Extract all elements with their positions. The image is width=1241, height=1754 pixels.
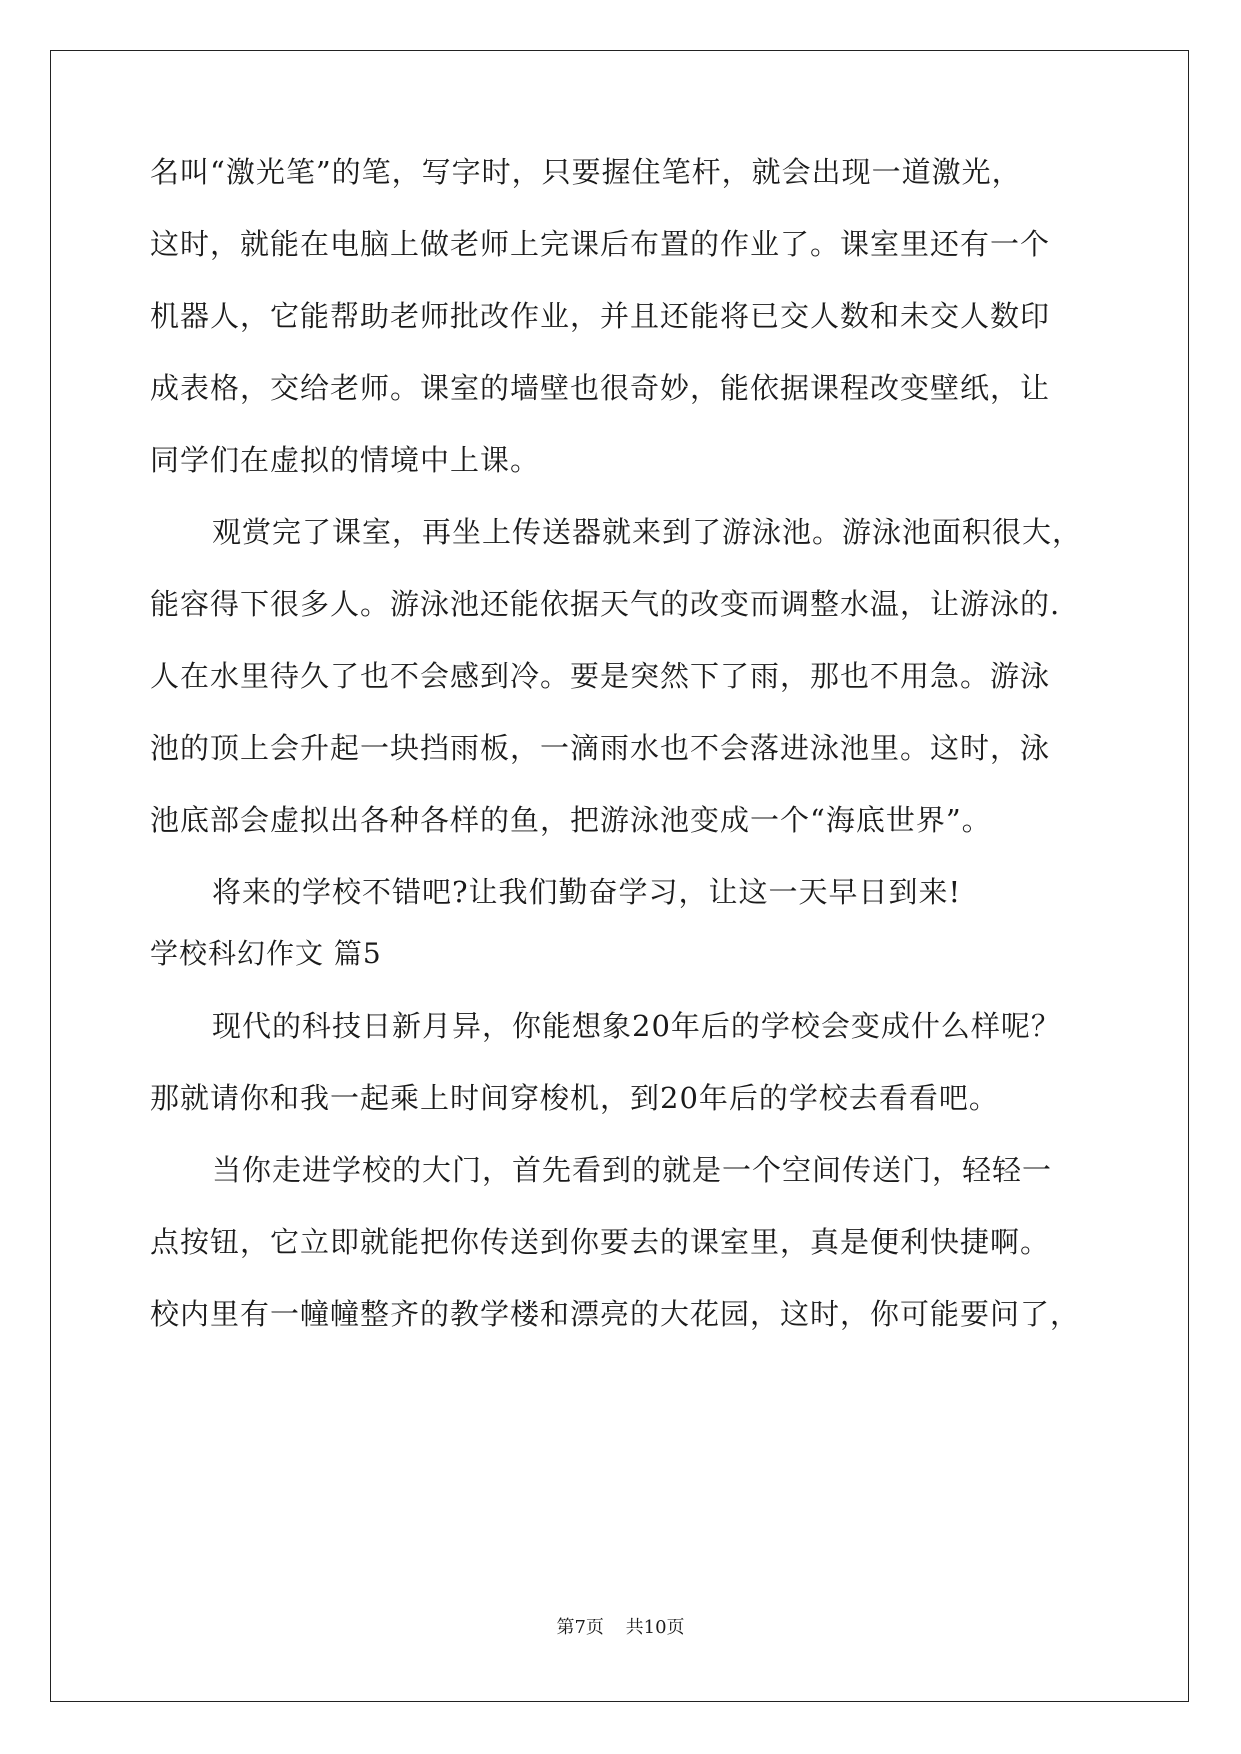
- paragraph-line: 池的顶上会升起一块挡雨板，一滴雨水也不会落进泳池里。这时，泳: [150, 731, 1051, 765]
- paragraph-line: 当你走进学校的大门，首先看到的就是一个空间传送门，轻轻一: [212, 1153, 1053, 1187]
- paragraph-line: 人在水里待久了也不会感到冷。要是突然下了雨，那也不用急。游泳: [150, 659, 1051, 693]
- paragraph-line: 池底部会虚拟出各种各样的鱼，把游泳池变成一个“海底世界”。: [150, 803, 992, 837]
- paragraph-line: 成表格，交给老师。课室的墙壁也很奇妙，能依据课程改变壁纸，让: [150, 371, 1051, 405]
- paragraph-line: 观赏完了课室，再坐上传送器就来到了游泳池。游泳池面积很大，: [212, 515, 1083, 549]
- page-number: 第7页: [556, 1617, 604, 1638]
- paragraph-line: 点按钮，它立即就能把你传送到你要去的课室里，真是便利快捷啊。: [150, 1225, 1051, 1259]
- paragraph-line: 现代的科技日新月异，你能想象20年后的学校会变成什么样呢？: [212, 1009, 1061, 1043]
- page-total: 共10页: [625, 1617, 685, 1638]
- paragraph-line: 同学们在虚拟的情境中上课。: [150, 443, 541, 477]
- paragraph-line: 那就请你和我一起乘上时间穿梭机，到20年后的学校去看看吧。: [150, 1081, 999, 1115]
- section-heading: 学校科幻作文 篇5: [150, 937, 382, 970]
- paragraph-line: 能容得下很多人。游泳池还能依据天气的改变而调整水温，让游泳的.: [150, 587, 1061, 621]
- paragraph-line: 将来的学校不错吧?让我们勤奋学习，让这一天早日到来!: [212, 875, 962, 909]
- page-footer: [0, 1616, 1241, 1640]
- paragraph-line: 这时，就能在电脑上做老师上完课后布置的作业了。课室里还有一个: [150, 227, 1051, 261]
- paragraph-line: 机器人，它能帮助老师批改作业，并且还能将已交人数和未交人数印: [150, 299, 1051, 333]
- paragraph-line: 校内里有一幢幢整齐的教学楼和漂亮的大花园，这时，你可能要问了，: [150, 1297, 1081, 1331]
- paragraph-line: 名叫“激光笔”的笔，写字时，只要握住笔杆，就会出现一道激光，: [150, 155, 1022, 189]
